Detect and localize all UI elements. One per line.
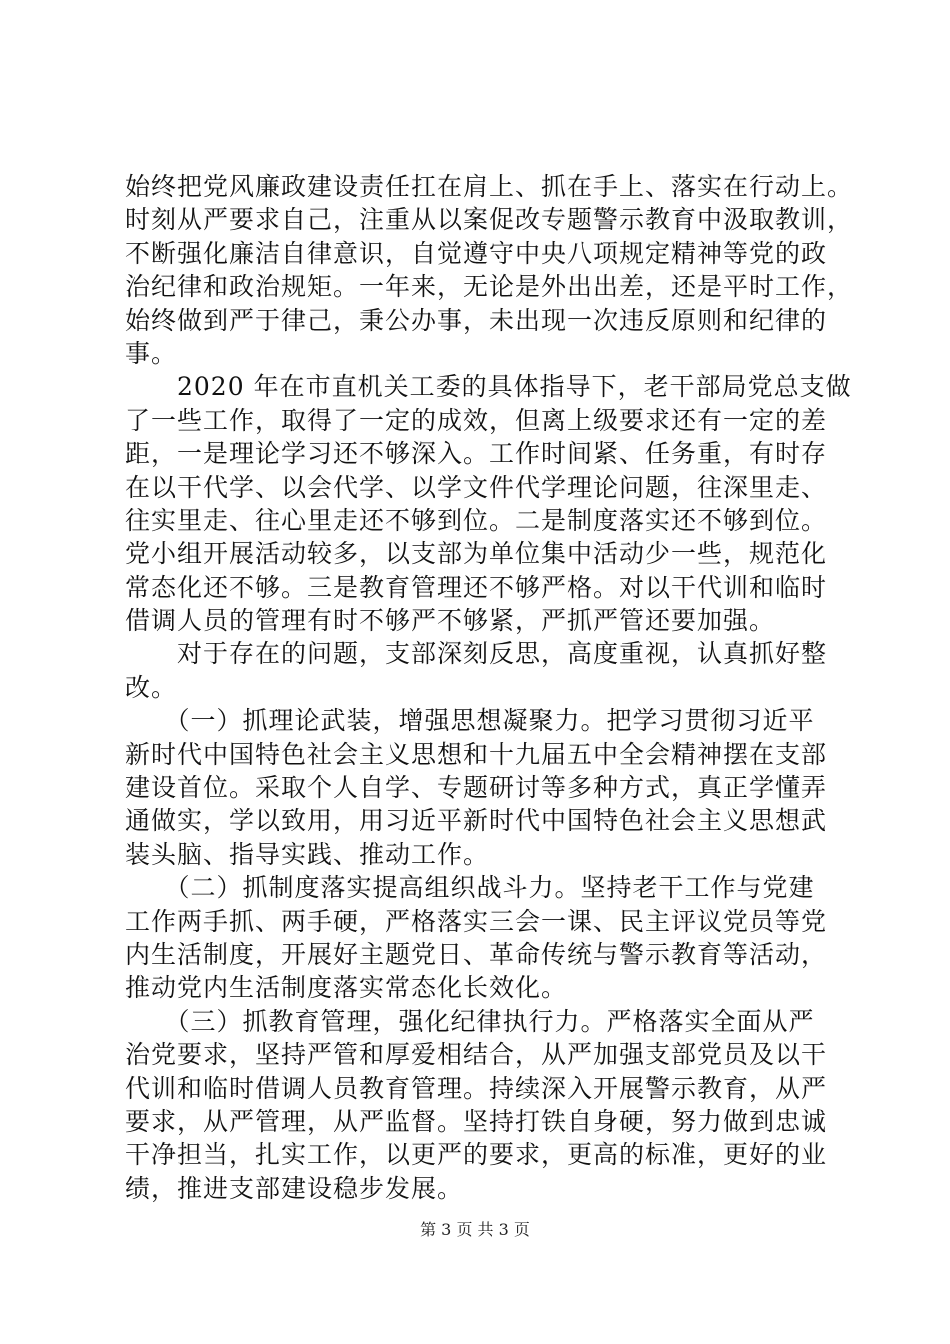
body-text: [125, 170, 854, 1205]
text-line: 不断强化廉洁自律意识，自觉遵守中央八项规定精神等党的政: [125, 238, 828, 268]
text-line: 工作两手抓、两手硬，严格落实三会一课、民主评议党员等党: [125, 906, 828, 936]
text-line: 代训和临时借调人员教育管理。持续深入开展警示教育，从严: [125, 1073, 828, 1103]
text-line: 建设首位。采取个人自学、专题研讨等多种方式，真正学懂弄: [125, 773, 828, 803]
text-line: 常态化还不够。三是教育管理还不够严格。对以干代训和临时: [125, 572, 828, 602]
text-line: 绩，推进支部建设稳步发展。: [125, 1173, 464, 1203]
text-line: 干净担当，扎实工作，以更严的要求，更高的标准，更好的业: [125, 1140, 828, 1170]
text-line: 始终做到严于律己，秉公办事，未出现一次违反原则和纪律的: [125, 305, 828, 335]
text-line: 2020 年在市直机关工委的具体指导下，老干部局党总支做: [125, 372, 852, 402]
text-line: 对于存在的问题，支部深刻反思，高度重视，认真抓好整: [125, 639, 828, 669]
text-line: 装头脑、指导实践、推动工作。: [125, 839, 490, 869]
text-line: （二）抓制度落实提高组织战斗力。坚持老干工作与党建: [125, 873, 815, 903]
text-line: 推动党内生活制度落实常态化长效化。: [125, 973, 568, 1003]
text-line: 要求，从严管理，从严监督。坚持打铁自身硬，努力做到忠诚: [125, 1106, 828, 1136]
text-line: 党小组开展活动较多，以支部为单位集中活动少一些，规范化: [125, 539, 828, 569]
text-line: 在以干代学、以会代学、以学文件代学理论问题，往深里走、: [125, 472, 828, 502]
text-line: 往实里走、往心里走还不够到位。二是制度落实还不够到位。: [125, 505, 828, 535]
text-line: 内生活制度，开展好主题党日、革命传统与警示教育等活动，: [125, 939, 828, 969]
page-footer: 第 3 页 共 3 页: [420, 1220, 530, 1239]
text-line: 了一些工作，取得了一定的成效，但离上级要求还有一定的差: [125, 405, 828, 435]
text-line: 改。: [125, 672, 178, 702]
text-line: 距，一是理论学习还不够深入。工作时间紧、任务重，有时存: [125, 439, 828, 469]
text-line: 治党要求，坚持严管和厚爱相结合，从严加强支部党员及以干: [125, 1040, 828, 1070]
text-line: 借调人员的管理有时不够严不够紧，严抓严管还要加强。: [125, 606, 776, 636]
text-line: 通做实，学以致用，用习近平新时代中国特色社会主义思想武: [125, 806, 828, 836]
text-line: 事。: [125, 338, 178, 368]
text-line: （三）抓教育管理，强化纪律执行力。严格落实全面从严: [125, 1006, 815, 1036]
text-line: 治纪律和政治规矩。一年来，无论是外出出差，还是平时工作，: [125, 272, 854, 302]
text-line: （一）抓理论武装，增强思想凝聚力。把学习贯彻习近平: [125, 706, 815, 736]
text-line: 时刻从严要求自己，注重从以案促改专题警示教育中汲取教训，: [125, 205, 854, 235]
text-line: 始终把党风廉政建设责任扛在肩上、抓在手上、落实在行动上。: [125, 172, 854, 201]
text-line: 新时代中国特色社会主义思想和十九届五中全会精神摆在支部: [125, 739, 828, 769]
